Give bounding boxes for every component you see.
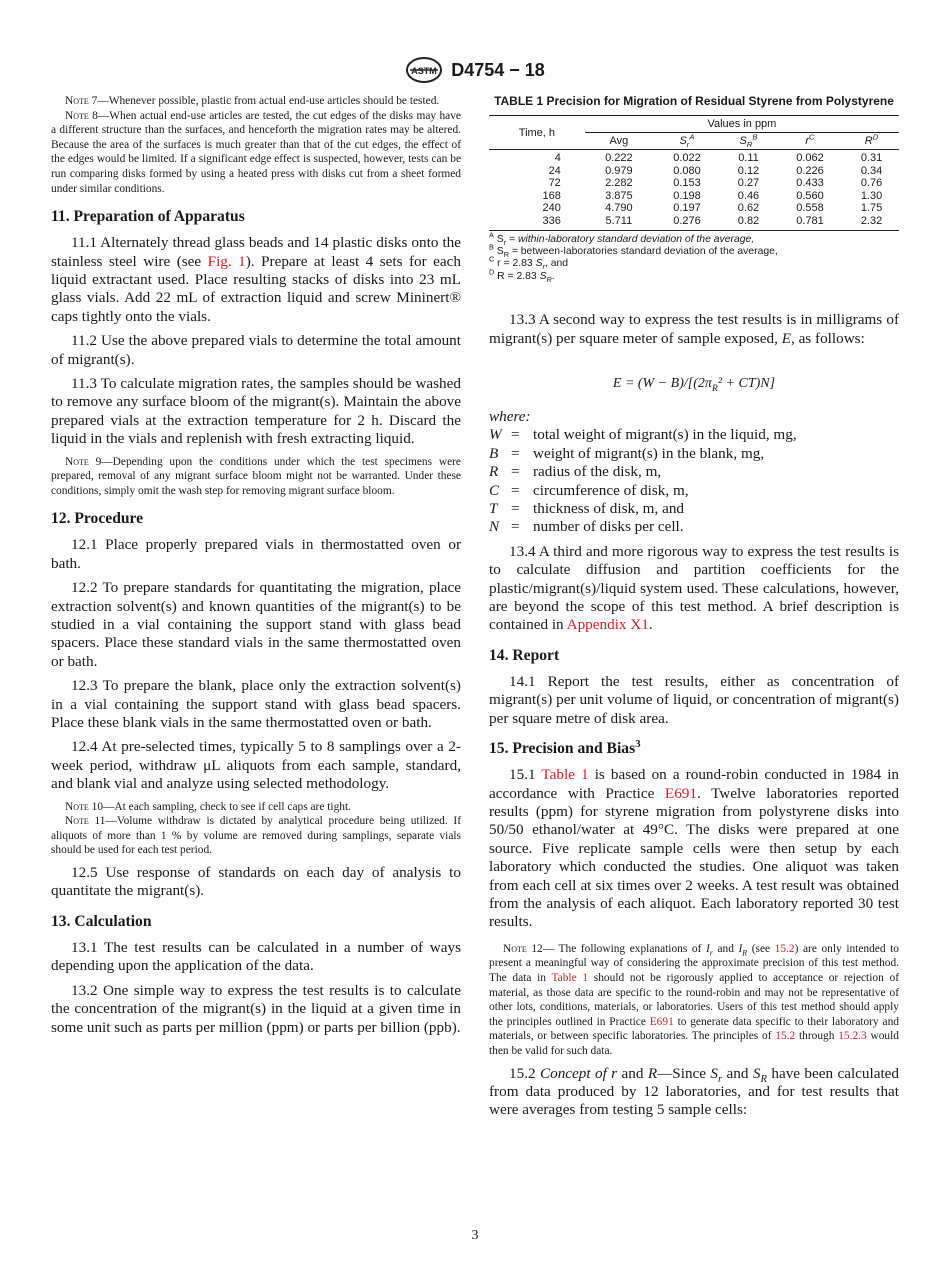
- definition-row: [489, 518, 899, 536]
- definition-text: thickness of disk, m, and: [533, 500, 685, 518]
- footnote-c: $^C$ r = 2.83 $S_r$, and: [489, 254, 569, 272]
- table-cell: 0.222: [605, 152, 633, 164]
- table-cell: 0.11: [738, 152, 759, 164]
- definition-row: [489, 463, 899, 481]
- where-label: where:: [489, 408, 531, 425]
- table-row: [489, 177, 899, 190]
- page-number: 3: [471, 1228, 479, 1243]
- table-row: [489, 190, 899, 203]
- para-12-4: 12.4 At pre-selected times, typically 5 to 8 samplings over a 2-week period, withdraw μL aliquots from each sample, standard, and blank vial and analyze using selected methodology.: [51, 738, 461, 793]
- footnote-a: $^A$ $S_r$ = within-laboratory standard deviation of the average,: [489, 230, 755, 247]
- note-7: Note 7—Whenever possible, plastic from actual end-use articles should be tested.: [65, 95, 440, 107]
- table-row: [489, 165, 899, 178]
- table-row: [489, 202, 899, 215]
- right-column: [489, 94, 899, 1126]
- table-cell: 2.282: [605, 177, 633, 190]
- table-cell: 3.875: [605, 189, 633, 202]
- para-12-3: 12.3 To prepare the blank, place only the extraction solvent(s) in a vial containing the support stand with glass bead spacers. Place these blank vials in the same thermostatted oven or bath.: [51, 677, 461, 732]
- para-14-1: 14.1 Report the test results, either as concentration of migrant(s) per unit volume of liquid, or concentration of migrant(s) per square metre of disk area.: [489, 672, 899, 727]
- table-cell: 5.711: [585, 215, 653, 230]
- e691-link[interactable]: E691: [664, 784, 697, 802]
- table-cell: 0.46: [737, 189, 760, 202]
- table-cell: 240: [542, 202, 561, 215]
- page-header: [0, 56, 950, 84]
- table-1-caption: TABLE 1 Precision for Migration of Residual Styrene from Polystyrene: [494, 94, 894, 108]
- equals-sign: =: [511, 481, 520, 499]
- table-1-link[interactable]: Table 1: [541, 766, 589, 784]
- col-R-header: $R^D$: [844, 133, 899, 150]
- col-values-header: Values in ppm: [585, 116, 899, 133]
- para-11-3: 11.3 To calculate migration rates, the samples should be washed to remove any surface bloom of the migrant(s). Maintain the above prepared vials at the extraction temperature for 2 h. Discard the liquid in the vials and replenish with fresh extracting liquid.: [51, 375, 461, 448]
- table-cell: 0.226: [796, 164, 824, 177]
- table-cell: 0.12: [737, 164, 760, 177]
- left-column: [51, 94, 461, 1043]
- formula-E: $E = (W - B)/[(2\pi_R^2 + CT)N]$: [612, 376, 776, 394]
- footnote-b: $^B$ $S_R$ = between-laboratories standard deviation of the average,: [489, 242, 778, 260]
- definition-text: total weight of migrant(s) in the liquid, mg,: [533, 426, 797, 444]
- note-11: Note 11—Volume withdraw is dictated by analytical procedure being utilized. If aliquots of more than 1 % by volume are removed during samplings, separate vials should be used for each test period.: [51, 815, 461, 857]
- link-15-2-b[interactable]: 15.2: [775, 1030, 796, 1043]
- definition-text: radius of the disk, m,: [533, 463, 662, 481]
- table-cell: 0.022: [673, 152, 701, 164]
- para-15-1: 15.1 Table 1 is based on a round-robin conducted in 1984 in accordance with Practice E691. Twelve laboratories reported results (ppm) for styrene migration from polystyrene disks into 50/50 ethanol/water at 49°C. The disks were prepared at one source. Five replicate sample cells were then setup by each laboratory which conducted the studies. One aliquot was taken from each cell at six times over 2 weeks. A test result was obtained from the analysis of each aliquot. Each laboratory reported 30 test results.: [489, 766, 900, 931]
- definition-text: weight of migrant(s) in the blank, mg,: [533, 444, 765, 462]
- para-11-2: 11.2 Use the above prepared vials to determine the total amount of migrant(s).: [51, 332, 461, 368]
- svg-text:ASTM: ASTM: [411, 66, 437, 76]
- table-cell: 0.433: [796, 177, 824, 190]
- table-cell: 0.558: [796, 202, 824, 215]
- section-12-heading: 12. Procedure: [51, 510, 144, 528]
- standard-designation: D4754 − 18: [451, 59, 545, 80]
- precision-table: [489, 115, 899, 231]
- definition-symbol: N: [489, 518, 500, 536]
- col-sr-header: $S_r^A$: [653, 133, 721, 150]
- para-12-2: 12.2 To prepare standards for quantitating the migration, place extraction solvent(s) and known quantities of the migrant(s) to be studied in a vial containing the support stand with glass bead spacers. Place these standard vials in the same thermostatted oven or bath.: [51, 579, 461, 670]
- col-avg-header: Avg: [585, 133, 653, 150]
- para-12-5: 12.5 Use response of standards on each day of analysis to quantitate the migrant(s).: [51, 864, 461, 900]
- para-12-1: 12.1 Place properly prepared vials in thermostatted oven or bath.: [51, 536, 461, 572]
- table-cell: 0.781: [776, 215, 844, 230]
- definition-row: [489, 500, 899, 518]
- table-cell: 0.27: [737, 177, 760, 190]
- section-15-heading: 15. Precision and Bias$^3$: [489, 737, 641, 758]
- table-cell: 0.82: [721, 215, 776, 230]
- equals-sign: =: [511, 518, 520, 536]
- definition-row: [489, 482, 899, 500]
- table-cell: 1.75: [860, 202, 883, 215]
- col-r-header: $r^C$: [776, 133, 844, 150]
- table-row: [489, 150, 899, 165]
- table-cell: 0.153: [673, 177, 701, 190]
- table-cell: 0.62: [737, 202, 760, 215]
- astm-logo-icon: [405, 56, 443, 84]
- table-cell: 24: [548, 164, 561, 177]
- definition-symbol: T: [489, 500, 498, 518]
- para-13-2: 13.2 One simple way to express the test results is to calculate the concentration of the migrant(s) in the liquid at a given time in some unit such as parts per million (ppm) or parts per billion (ppb).: [51, 981, 461, 1036]
- definition-symbol: R: [489, 463, 499, 481]
- link-e691[interactable]: E691: [649, 1015, 674, 1028]
- table-cell: 0.34: [860, 164, 883, 177]
- note-10: Note 10—At each sampling, check to see if cell caps are tight.: [65, 800, 351, 813]
- col-time-header: Time, h: [489, 116, 585, 150]
- table-cell: 0.76: [860, 177, 883, 190]
- table-cell: 0.197: [673, 202, 701, 215]
- table-cell: 4.790: [605, 202, 633, 215]
- section-11-heading: 11. Preparation of Apparatus: [51, 208, 245, 226]
- equals-sign: =: [511, 426, 520, 444]
- para-13-1: 13.1 The test results can be calculated in a number of ways depending upon the application of the data.: [51, 938, 461, 975]
- definition-text: circumference of disk, m,: [533, 481, 689, 499]
- para-11-1: 11.1 Alternately thread glass beads and 14 plastic disks onto the stainless steel wire (see Fig. 1). Prepare at least 4 sets for each liquid extractant used. Place resulting stacks of disks into 23 mL glass vials. Add 22 mL of extraction liquid and screw Mininert® caps tightly onto the vials.: [51, 234, 461, 325]
- table-cell: 0.560: [796, 189, 824, 202]
- table-cell: 4: [554, 152, 561, 164]
- symbol-definitions: [489, 426, 899, 536]
- table-cell: 0.080: [673, 164, 701, 177]
- definition-symbol: C: [489, 481, 500, 499]
- table-cell: 0.276: [653, 215, 721, 230]
- link-table-1[interactable]: Table 1: [551, 971, 589, 984]
- definition-row: [489, 426, 899, 444]
- table-cell: 0.979: [605, 164, 633, 177]
- section-13-heading: 13. Calculation: [51, 912, 152, 930]
- link-15-2-3[interactable]: 15.2.3: [838, 1030, 867, 1043]
- table-cell: 0.31: [860, 152, 883, 164]
- table-cell: 0.062: [796, 152, 824, 164]
- section-14-heading: 14. Report: [489, 646, 560, 664]
- table-row: [489, 215, 899, 230]
- definition-symbol: B: [489, 444, 499, 462]
- link-15-2[interactable]: 15.2: [774, 942, 795, 955]
- fig-1-link[interactable]: Fig. 1: [207, 252, 246, 270]
- definition-symbol: W: [489, 426, 502, 444]
- table-cell: 0.198: [673, 189, 701, 202]
- note-12: Note 12— The following explanations of $I_r$ and $I_R$ (see 15.2) are only intended to present a meaningful way of considering the approximate precision of this test method. The data in Table 1 should not be rigorously applied to acceptance or rejection of material, as those data are specific to the round-robin and may not be representative of other lots, conditions, materials, or laboratories. Users of this test method should apply the principles outlined in Practice E691 to generate data specific to their laboratory and materials, or between specific laboratories. The principles of 15.2 through 15.2.3 would then be valid for such data.: [489, 942, 899, 1057]
- definition-text: number of disks per cell.: [533, 518, 684, 536]
- table-cell: 168: [542, 189, 561, 202]
- para-13-3: 13.3 A second way to express the test results is in milligrams of migrant(s) per square meter of sample exposed, E, as follows:: [489, 311, 899, 347]
- table-cell: 1.30: [860, 189, 883, 202]
- definition-row: [489, 445, 899, 463]
- table-footnotes: [489, 230, 899, 284]
- para-15-2: 15.2 Concept of r and R—Since $S_r$ and $S_R$ have been calculated from data produced by 12 laboratories, and for test results that were averages from testing 5 sample cells:: [489, 1064, 900, 1119]
- equals-sign: =: [511, 500, 520, 518]
- equals-sign: =: [511, 444, 520, 462]
- table-cell: 2.32: [844, 215, 899, 230]
- table-cell: 336: [489, 215, 585, 230]
- appendix-x1-link[interactable]: Appendix X1: [566, 616, 649, 634]
- equals-sign: =: [511, 463, 520, 481]
- footnote-d: $^D$ R = 2.83 $S_R$.: [489, 267, 555, 284]
- note-9: Note 9—Depending upon the conditions under which the test specimens were prepared, removal of any migrant surface bloom might not be warranted. Under these conditions, simply omit the wash step for removing migrant surface bloom.: [51, 455, 461, 497]
- col-sR-header: $S_R^B$: [721, 133, 776, 150]
- note-8: Note 8—When actual end-use articles are tested, the cut edges of the disks may have a different structure than the surfaces, and henceforth the migration rates may be altered. Because the area of the surfaces is much greater than that of the cut edges, the effect of the edges would be limited. If a significant edge effect is suspected, however, tests can be run comparing disks formed by using a heated press with disks cut from a sheet formed under similar conditions.: [51, 109, 461, 195]
- para-13-4: 13.4 A third and more rigorous way to express the test results is to calculate diffusion and partition coefficients for the plastic/migrant(s)/liquid system used. These calculations, however, are beyond the scope of this test method. A brief description is contained in Appendix X1.: [489, 542, 899, 634]
- table-cell: 72: [548, 177, 561, 190]
